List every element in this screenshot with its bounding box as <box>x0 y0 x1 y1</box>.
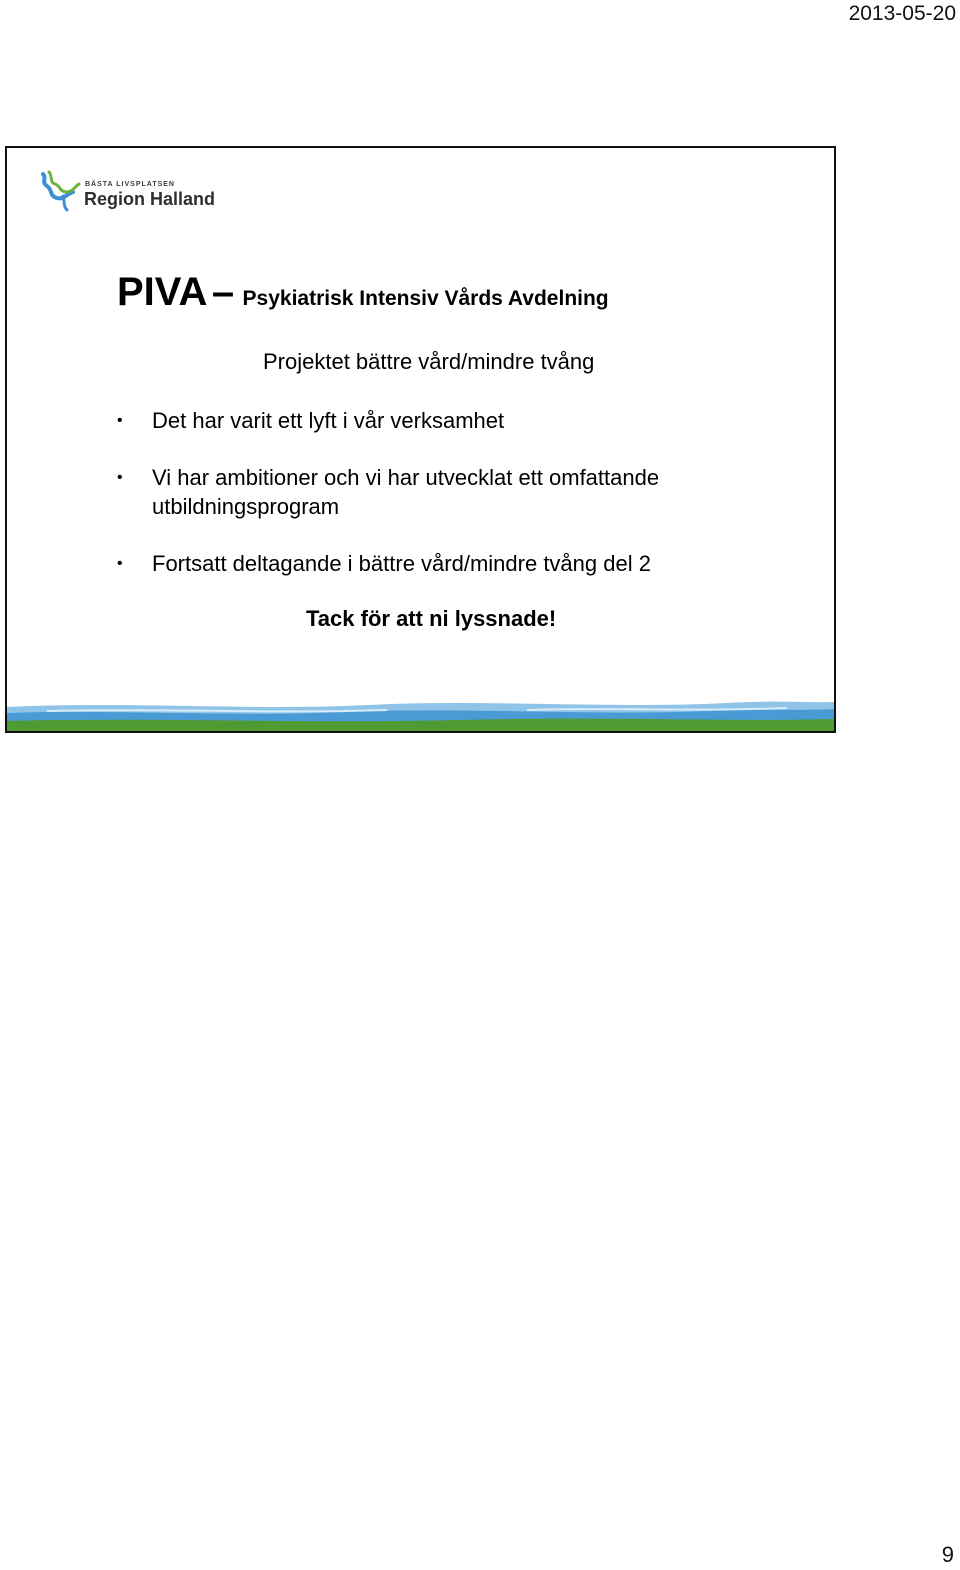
logo-mark-icon <box>37 170 83 212</box>
slide <box>5 146 836 733</box>
bullet-item <box>117 463 777 521</box>
page-number: 9 <box>941 1542 954 1567</box>
title-subtitle: Psykiatrisk Intensiv Vårds Avdelning <box>242 287 609 310</box>
closing-text: Tack för att ni lyssnade! <box>306 606 557 631</box>
title-main: PIVA <box>117 270 208 314</box>
highlight-stripe <box>47 710 387 711</box>
bullet-list <box>117 406 777 606</box>
bullet-marker: • <box>117 469 123 486</box>
page-date: 2013-05-20 <box>848 2 956 25</box>
bullet-marker: • <box>117 555 123 572</box>
bullet-item <box>117 549 777 578</box>
title-dash: – <box>211 270 235 314</box>
slide-subtitle: Projektet bättre vård/mindre tvång <box>263 349 595 374</box>
landscape-band <box>7 697 834 731</box>
bullet-item <box>117 406 777 435</box>
bullet-text: Fortsatt deltagande i bättre vård/mindre tvång del 2 <box>152 551 651 576</box>
bullet-marker: • <box>117 412 123 429</box>
bullet-text: Det har varit ett lyft i vår verksamhet <box>152 408 505 433</box>
logo-name: Region Halland <box>84 189 216 209</box>
logo-tagline: BÄSTA LIVSPLATSEN <box>85 181 175 188</box>
region-halland-logo <box>37 170 217 212</box>
bullet-text: Vi har ambitioner och vi har utvecklat ett omfattande utbildningsprogram <box>152 465 660 519</box>
slide-title <box>117 270 609 315</box>
